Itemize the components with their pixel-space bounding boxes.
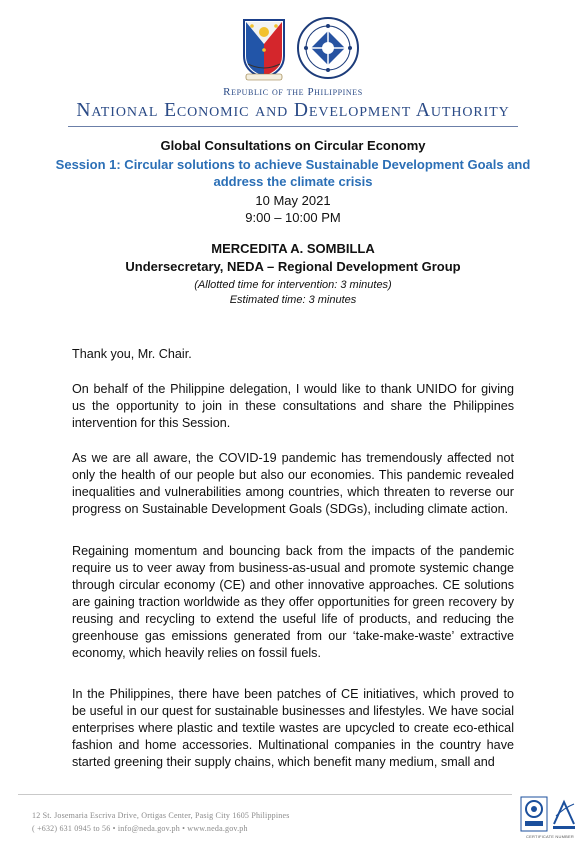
body-paragraph: Thank you, Mr. Chair. — [72, 347, 192, 361]
republic-heading: Republic of the Philippines — [223, 86, 363, 98]
speaker-name: MERCEDITA A. SOMBILLA — [211, 241, 375, 256]
footer-divider — [18, 794, 512, 795]
allotted-time-note: (Allotted time for intervention: 3 minutes) — [194, 279, 392, 291]
header-seals — [0, 16, 586, 86]
socotec-cert-icon — [520, 796, 548, 832]
footer-contact: ( +632) 631 0945 to 56 • info@neda.gov.ph • www.neda.gov.ph — [32, 824, 248, 833]
iab-accreditation-icon — [550, 796, 578, 832]
body-paragraph: Regaining momentum and bouncing back from the impacts of the pandemic require us to veer away from business-as-usual and promote systemic change through circular economy (CE) and other innovative approaches. CE solutions are gaining traction worldwide as they offer opportunities for green recovery by reusing and recycling to extend the useful life of products, and reducing the greenhouse gas emissions generated from our ‘take-make-waste’ extractive economy, which heavily relies on fossil fuels. — [72, 544, 514, 660]
footer-address: 12 St. Josemaria Escriva Drive, Ortigas Center, Pasig City 1605 Philippines — [32, 811, 290, 820]
body-paragraph: In the Philippines, there have been patches of CE initiatives, which proved to be useful in our quest for sustainable businesses and lifestyles. We have social enterprises where plastic and textile wastes are upcycled to create eco-ethical fashion and home accessories. Multinational companies in the country have started greening their supply chains, which benefit many medium, small and — [72, 687, 514, 769]
event-title: Global Consultations on Circular Economy — [160, 138, 426, 153]
philippine-seal-icon — [240, 16, 288, 82]
event-time: 9:00 – 10:00 PM — [245, 210, 341, 225]
body-paragraph: On behalf of the Philippine delegation, I would like to thank UNIDO for giving us the opportunity to join in these consultations and share the Philippines intervention for this Session. — [72, 382, 514, 430]
speaker-position: Undersecretary, NEDA – Regional Development Group — [125, 259, 461, 274]
body-paragraph: As we are all aware, the COVID-19 pandemic has tremendously affected not only the health of our people but also our economies. This pandemic revealed inequalities and vulnerabilities among countries, which threaten to reverse our progress on Sustainable Development Goals (SDGs), including climate action. — [72, 451, 514, 516]
neda-seal-icon — [296, 16, 360, 80]
event-date: 10 May 2021 — [255, 193, 331, 208]
badge-caption: CERTIFICATE NUMBER — [526, 834, 574, 839]
agency-name: National Economic and Development Authority — [76, 100, 510, 121]
estimated-time-note: Estimated time: 3 minutes — [229, 294, 357, 306]
header-divider — [68, 126, 518, 127]
session-title: Session 1: Circular solutions to achieve Sustainable Development Goals and address the climate crisis — [55, 157, 531, 189]
